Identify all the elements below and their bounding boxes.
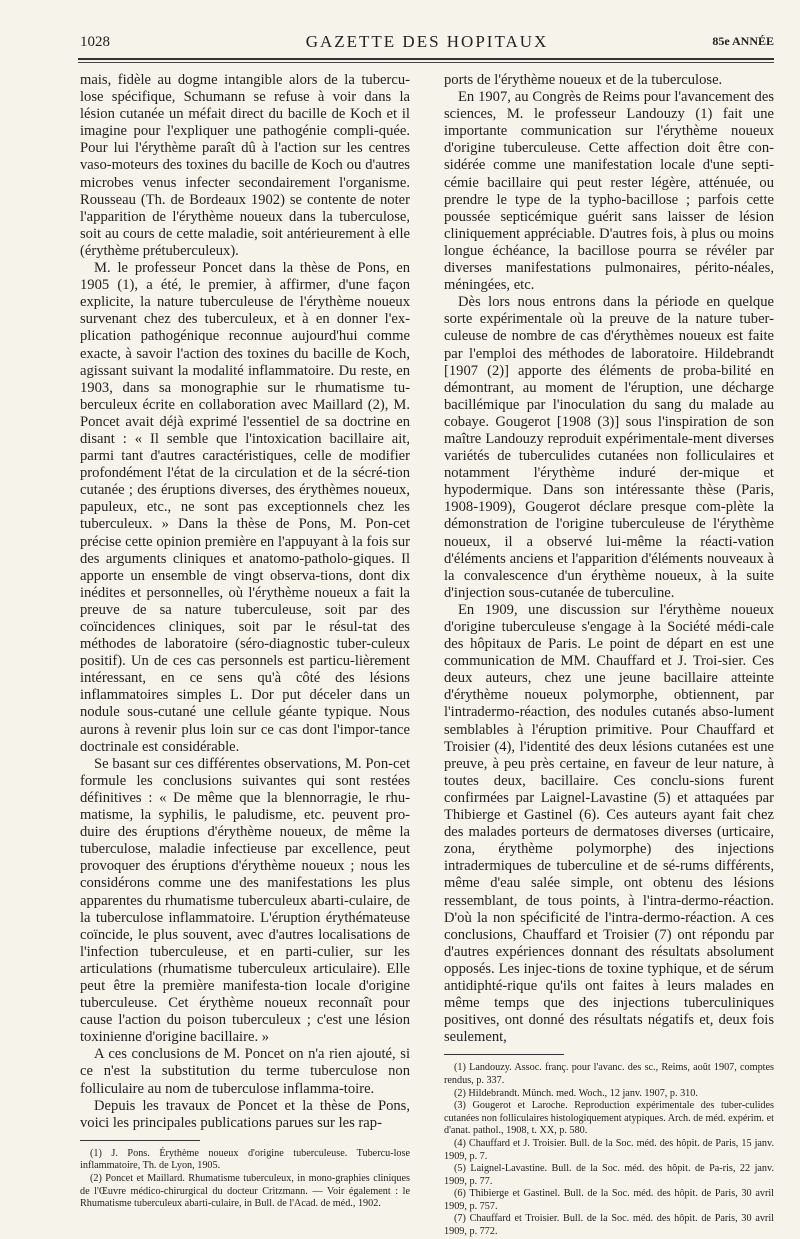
footnote: (4) Chauffard et J. Troisier. Bull. de la Soc. méd. des hôpit. de Paris, 15 janv. 1909, p. 7. (444, 1137, 774, 1162)
volume-year: 85e ANNÉE (712, 34, 774, 48)
paragraph: Depuis les travaux de Poncet et la thèse de Pons, voici les principales publications parues sur les rap- (80, 1097, 410, 1131)
footnote: (1) Landouzy. Assoc. franç. pour l'avanc. des sc., Reims, août 1907, comptes rendus, p. 337. (444, 1062, 774, 1086)
header-rule (78, 58, 774, 60)
footnote-rule (80, 1140, 200, 1141)
page-number: 1028 (80, 34, 110, 50)
paragraph: En 1909, une discussion sur l'érythème noueux d'origine tuberculeuse s'engage à la Société médi-cale des hôpitaux de Paris. Le point de départ en est une communication de MM. Chauffard et J. Troi-sier. Ces deux auteurs, chez une jeune bacillaire atteinte d'érythème noueux polymorphe, obtiennent, par l'intradermo-réaction, des nodules cutanés abso-lument semblables à l'éruption primitive. Pour Chauffard et Troisier (4), l'identité des deux lésions cutanées est une preuve, à peu près certaine, en faveur de leur nature, à toutes deux, bacillaire. Ces conclu-sions furent confirmées par Laignel-Lavastine (5) et attaquées par Thibierge et Gastinel (6). Ces auteurs ayant fait chez des malades porteurs de dermatoses diverses (urticaire, zona, érythème polymorphe) des injections intradermiques de tuberculine et de sé-rums différents, même d'eau salée simple, ont obtenu des lésions ressemblant, de tous points, à l'intra-dermo-réaction. D'où la non spécificité de l'intra-dermo-réaction. A ces conclusions, Chauffard et Troisier (7) ont répondu par d'autres expériences donnant des résultats absolument opposés. Les injec-tions de toxine typhique, et de sérum antidiphté-rique qu'ils ont faites à leurs malades en même temps que des injections tuberculiniques positives, ont donné des résultats négatifs et, deux fois seulement, (444, 601, 774, 1046)
right-column (444, 72, 774, 1239)
footnote: (6) Thibierge et Gastinel. Bull. de la Soc. méd. des hôpit. de Paris, 30 avril 1909, p. 757. (444, 1188, 774, 1212)
footnote: (3) Gougerot et Laroche. Reproduction expérimentale des tuber-culides cutanées non folliculaires histologiquement atypiques. Arch. de méd. expérim. et d'anat. pathol., 1908, t. XX, p. 580. (444, 1100, 774, 1137)
paragraph: M. le professeur Poncet dans la thèse de Pons, en 1905 (1), a été, le premier, à affirmer, d'une façon explicite, la nature tuberculeuse de l'érythème noueux survenant chez des tuberculeux, et à en donner l'ex-plication pathogénique reconnue aujourd'hui comme exacte, à savoir l'action des toxines du bacille de Koch, agissant suivant la modalité inflammatoire. Du reste, en 1903, dans sa monographie sur le rhumatisme tu-berculeux écrite en collaboration avec Maillard (2), M. Poncet avait déjà exprimé l'essentiel de sa doctrine en disant : « Il semble que l'intoxication bacillaire ait, parmi tant d'autres caractéristiques, celle de modifier profondément l'état de la circulation et de la sécré-tion cutanée ; des éruptions diverses, des érythèmes noueux, papuleux, etc., ne sont pas exceptionnels chez les tuberculeux. » Dans la thèse de Pons, M. Pon-cet précise cette opinion première en l'appuyant à la fois sur des arguments cliniques et anatomo-patholo-giques. Il apporte un ensemble de vingt observa-tions, dont dix inédites et personnelles, où l'érythème noueux a fait la preuve de sa nature tuberculeuse, soit par des coïncidences cliniques, soit par le résul-tat des méthodes de laboratoire (séro-diagnostic tuber-culeux positif). Un de ces cas personnels est particu-lièrement intéressant, en ce sens qu'à côté des lésions inflammatoires simples L. Dor put déceler dans un nodule sous-cutané une cellule géante typique. Nous aurons à revenir plus loin sur ce cas dont l'impor-tance doctrinale est considérable. (80, 260, 410, 755)
left-column (80, 72, 410, 1211)
footnote-rule (444, 1054, 564, 1055)
footnote: (2) Poncet et Maillard. Rhumatisme tuberculeux, in mono-graphies cliniques de l'Œuvre médico-chirurgical du docteur Critzmann. — Voir également : le Rhumatisme tuberculeux abarti-culaire, in Bull. de l'Acad. de méd., 1902. (80, 1173, 410, 1210)
paragraph: A ces conclusions de M. Poncet on n'a rien ajouté, si ce n'est la substitution du terme tuberculose non folliculaire au nom de tuberculose inflamma-toire. (80, 1046, 410, 1097)
footnote: (5) Laignel-Lavastine. Bull. de la Soc. méd. des hôpit. de Pa-ris, 22 janv. 1909, p. 77. (444, 1163, 774, 1187)
paragraph: Se basant sur ces différentes observations, M. Pon-cet formule les conclusions suivantes qui sont restées définitives : « De même que la blennorragie, le rhu-matisme, la syphilis, le paludisme, etc. peuvent pro-duire des éruptions d'érythème noueux, de même la tuberculose, maladie infectieuse par excellence, peut provoquer des éruptions d'érythème noueux ; nous les considérons comme une des manifestations les plus apparentes du rhumatisme tuberculeux abarti-culaire, de la tuberculose inflammatoire. L'éruption érythémateuse coïncide, le plus souvent, avec d'autres localisations de l'infection tuberculeuse, et en parti-culier, sur les articulations (rhumatisme tuberculeux articulaire). Elle peut être la première manifesta-tion locale d'origine tuberculeuse. Cet érythème noueux reconnaît pour cause l'action du poison tuberculeux ; c'est une lésion toxinienne d'origine bacillaire. » (80, 755, 410, 1046)
footnote: (2) Hildebrandt. Münch. med. Woch., 12 janv. 1907, p. 310. (454, 1087, 698, 1099)
left-body (80, 72, 410, 1132)
left-footnotes (80, 1148, 410, 1211)
footnote: (1) J. Pons. Érythème noueux d'origine tuberculeuse. Tubercu-lose inflammatoire, Th. de Lyon, 1905. (80, 1147, 410, 1172)
paragraph: Dès lors nous entrons dans la période en quelque sorte expérimentale où la preuve de la nature tuber-culeuse de nombre de cas d'érythèmes noueux est faite par l'emploi des méthodes de laboratoire. Hildebrandt [1907 (2)] apporte des éléments de proba-bilité en démontrant, au moment de l'éruption, une décharge bacillémique par l'inoculation du sang du malade au cobaye. Gougerot [1908 (3)] sous l'inspiration de son maître Landouzy reproduit expérimentale-ment diverses variétés de tuberculides cutanées non folliculaires et notamment l'érythème induré der-mique et hypodermique. Dans son intéressante thèse (Paris, 1908-1909), Gougerot déclare presque com-plète la démonstration de l'origine tuberculeuse de l'érythème noueux, il a observé lui-même la réacti-vation d'éléments anciens et l'apparition d'éléments nouveaux à la convalescence d'un érythème noueux, à la suite d'injection sous-cutanée de tuberculine. (444, 294, 774, 601)
paragraph: ports de l'érythème noueux et de la tuberculose. (444, 72, 723, 88)
footnote: (7) Chauffard et Troisier. Bull. de la Soc. méd. des hôpit. de Paris, 30 avril 1909, p. 772. (444, 1213, 774, 1238)
page-header (80, 34, 774, 56)
header-rule-thin (78, 62, 774, 63)
right-body (444, 72, 774, 1046)
right-footnotes (444, 1062, 774, 1238)
paragraph: mais, fidèle au dogme intangible alors de la tubercu-lose spécifique, Schumann se refuse à voir dans la lésion cutanée un méfait direct du bacille de Koch et il imagine pour l'expliquer une pathogénie compli-quée. Pour lui l'érythème paraît dû à l'action sur les centres vaso-moteurs des toxines du bacille de Koch ou d'autres microbes venus infecter secondairement l'organisme. Rousseau (Th. de Bordeaux 1902) se contente de noter l'apparition de l'érythème noueux dans la tuberculose, soit au cours de cette maladie, soit antérieurement à elle (érythème prétuberculeux). (80, 72, 410, 259)
paragraph: En 1907, au Congrès de Reims pour l'avancement des sciences, M. le professeur Landouzy (1) fait une importante communication sur l'érythème noueux d'origine tuberculeuse. Cette affection doit être con-sidérée comme une manifestation locale d'une septi-cémie bacillaire qui peut rester légère, atténuée, ou prendre le type de la typho-bacillose ; parfois cette poussée septicémique guérit sans laisser de lésion cliniquement appréciable. D'autres fois, à plus ou moins longue échéance, la bacillose pourra se révéler par diverses manifestations pulmonaires, périto-néales, méningées, etc. (444, 89, 774, 294)
journal-title: GAZETTE DES HOPITAUX (305, 32, 549, 51)
